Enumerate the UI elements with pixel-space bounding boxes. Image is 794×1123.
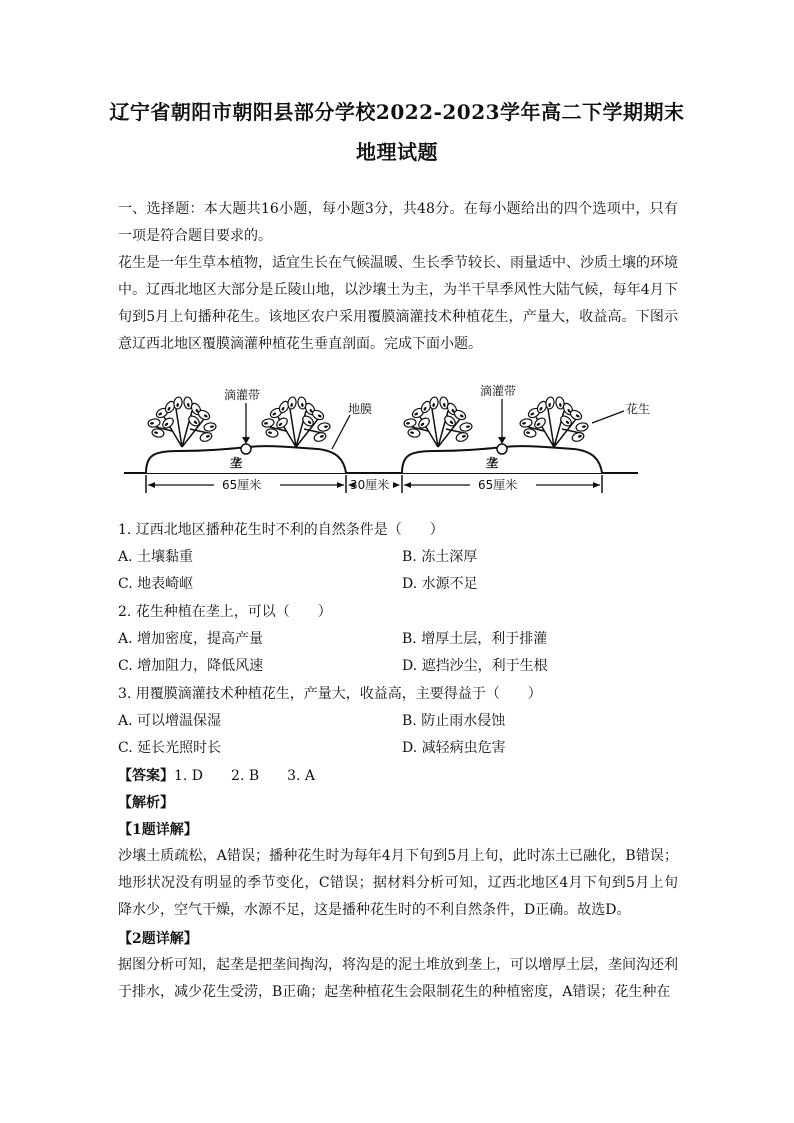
question-2-option-a: A. 增加密度，提高产量 [118, 631, 264, 647]
dim-arrow [337, 482, 344, 488]
drip-tube-left [241, 444, 251, 454]
question-2-stem: 2. 花生种植在垄上，可以（ ） [118, 604, 332, 620]
question-3-option-d: D. 减轻病虫危害 [402, 740, 506, 756]
question-3-option-b: B. 防止雨水侵蚀 [402, 713, 506, 729]
q2-analysis-text: 据图分析可知，起垄是把垄间掏沟，将沟是的泥土堆放到垄上，可以增厚土层，垄间沟还利于排水，减少花生受涝，B正确；起垄种植花生会限制花生的种植密度，A错误；花生种在 [118, 957, 678, 1000]
drip-tube-right [497, 444, 507, 454]
answer-text: 1. D 2. B 3. A [174, 768, 316, 784]
dim-arrow [393, 482, 400, 488]
ridge-label-left: 垄 [230, 456, 243, 470]
section-instructions: 一、选择题：本大题共16小题，每小题3分，共48分。在每小题给出的四个选项中，只有一项是符合题目要求的。 [118, 201, 678, 244]
question-2-option-d: D. 遮挡沙尘，利于生根 [402, 658, 548, 674]
peanut-pointer [592, 411, 624, 423]
peanut-plant [519, 396, 588, 447]
q1-analysis-text: 沙壤土质疏松，A错误；播种花生时为每年4月下旬到5月上旬，此时冻土已融化，B错误；地形状况没有明显的季节变化，C错误；据材料分析可知，辽西北地区4月下旬到5月上旬降水少，空气干燥，水源不足，这是播种花生时的不利自然条件，D正确。故选D。 [118, 848, 678, 918]
peanut-label: 花生 [626, 402, 651, 416]
page-subtitle: 地理试题 [356, 140, 438, 164]
ridge-label-right: 垄 [486, 456, 499, 470]
question-1-option-d: D. 水源不足 [402, 576, 478, 592]
answer-line [118, 765, 315, 785]
dim-arrow [148, 482, 155, 488]
dim-arrow [404, 482, 411, 488]
drip-left-arrowhead [242, 437, 250, 444]
peanut-plant [261, 396, 330, 447]
question-1-stem: 1. 辽西北地区播种花生时不利的自然条件是（ ） [118, 522, 444, 538]
question-3-option-c: C. 延长光照时长 [118, 740, 222, 756]
drip-right-arrowhead [498, 437, 506, 444]
film-label: 地膜 [348, 402, 373, 416]
width-right-label: 65厘米 [478, 478, 518, 492]
question-3-stem: 3. 用覆膜滴灌技术种植花生，产量大，收益高，主要得益于（ ） [118, 686, 542, 702]
peanut-plant [147, 396, 216, 447]
peanut-plant [403, 396, 472, 447]
page-title: 辽宁省朝阳市朝阳县部分学校2022-2023学年高二下学期期末 [109, 100, 685, 124]
q2-analysis-label: 【2题详解】 [118, 931, 198, 947]
width-left-label: 65厘米 [222, 478, 262, 492]
ridge-cross-section-figure [118, 375, 651, 500]
question-1-option-b: B. 冻土深厚 [402, 549, 478, 565]
dim-arrow [593, 482, 600, 488]
drip-tape-label-left: 滴灌带 [224, 388, 261, 402]
figure-svg [118, 375, 651, 500]
question-2-option-b: B. 增厚土层，利于排灌 [402, 631, 548, 647]
answer-label: 【答案】 [118, 768, 174, 784]
reading-passage: 花生是一年生草本植物，适宜生长在气候温暖、生长季节较长、雨量适中、沙质土壤的环境中。辽西北地区大部分是丘陵山地，以沙壤土为主，为半干旱季风性大陆气候，每年4月下旬到5月上旬播种花生。该地区农户采用覆膜滴灌技术种植花生，产量大，收益高。下图示意辽西北地区覆膜滴灌种植花生垂直剖面。完成下面小题。 [118, 255, 678, 352]
question-1-option-c: C. 地表崎岖 [118, 576, 194, 592]
width-mid-label: 30厘米 [350, 478, 390, 492]
drip-tape-label-right: 滴灌带 [480, 384, 517, 398]
question-3-option-a: A. 可以增温保湿 [118, 713, 222, 729]
q1-analysis-label: 【1题详解】 [118, 822, 198, 838]
question-2-option-c: C. 增加阻力，降低风速 [118, 658, 264, 674]
analysis-label: 【解析】 [118, 795, 174, 811]
question-1-option-a: A. 土壤黏重 [118, 549, 194, 565]
film-pointer [332, 415, 350, 449]
